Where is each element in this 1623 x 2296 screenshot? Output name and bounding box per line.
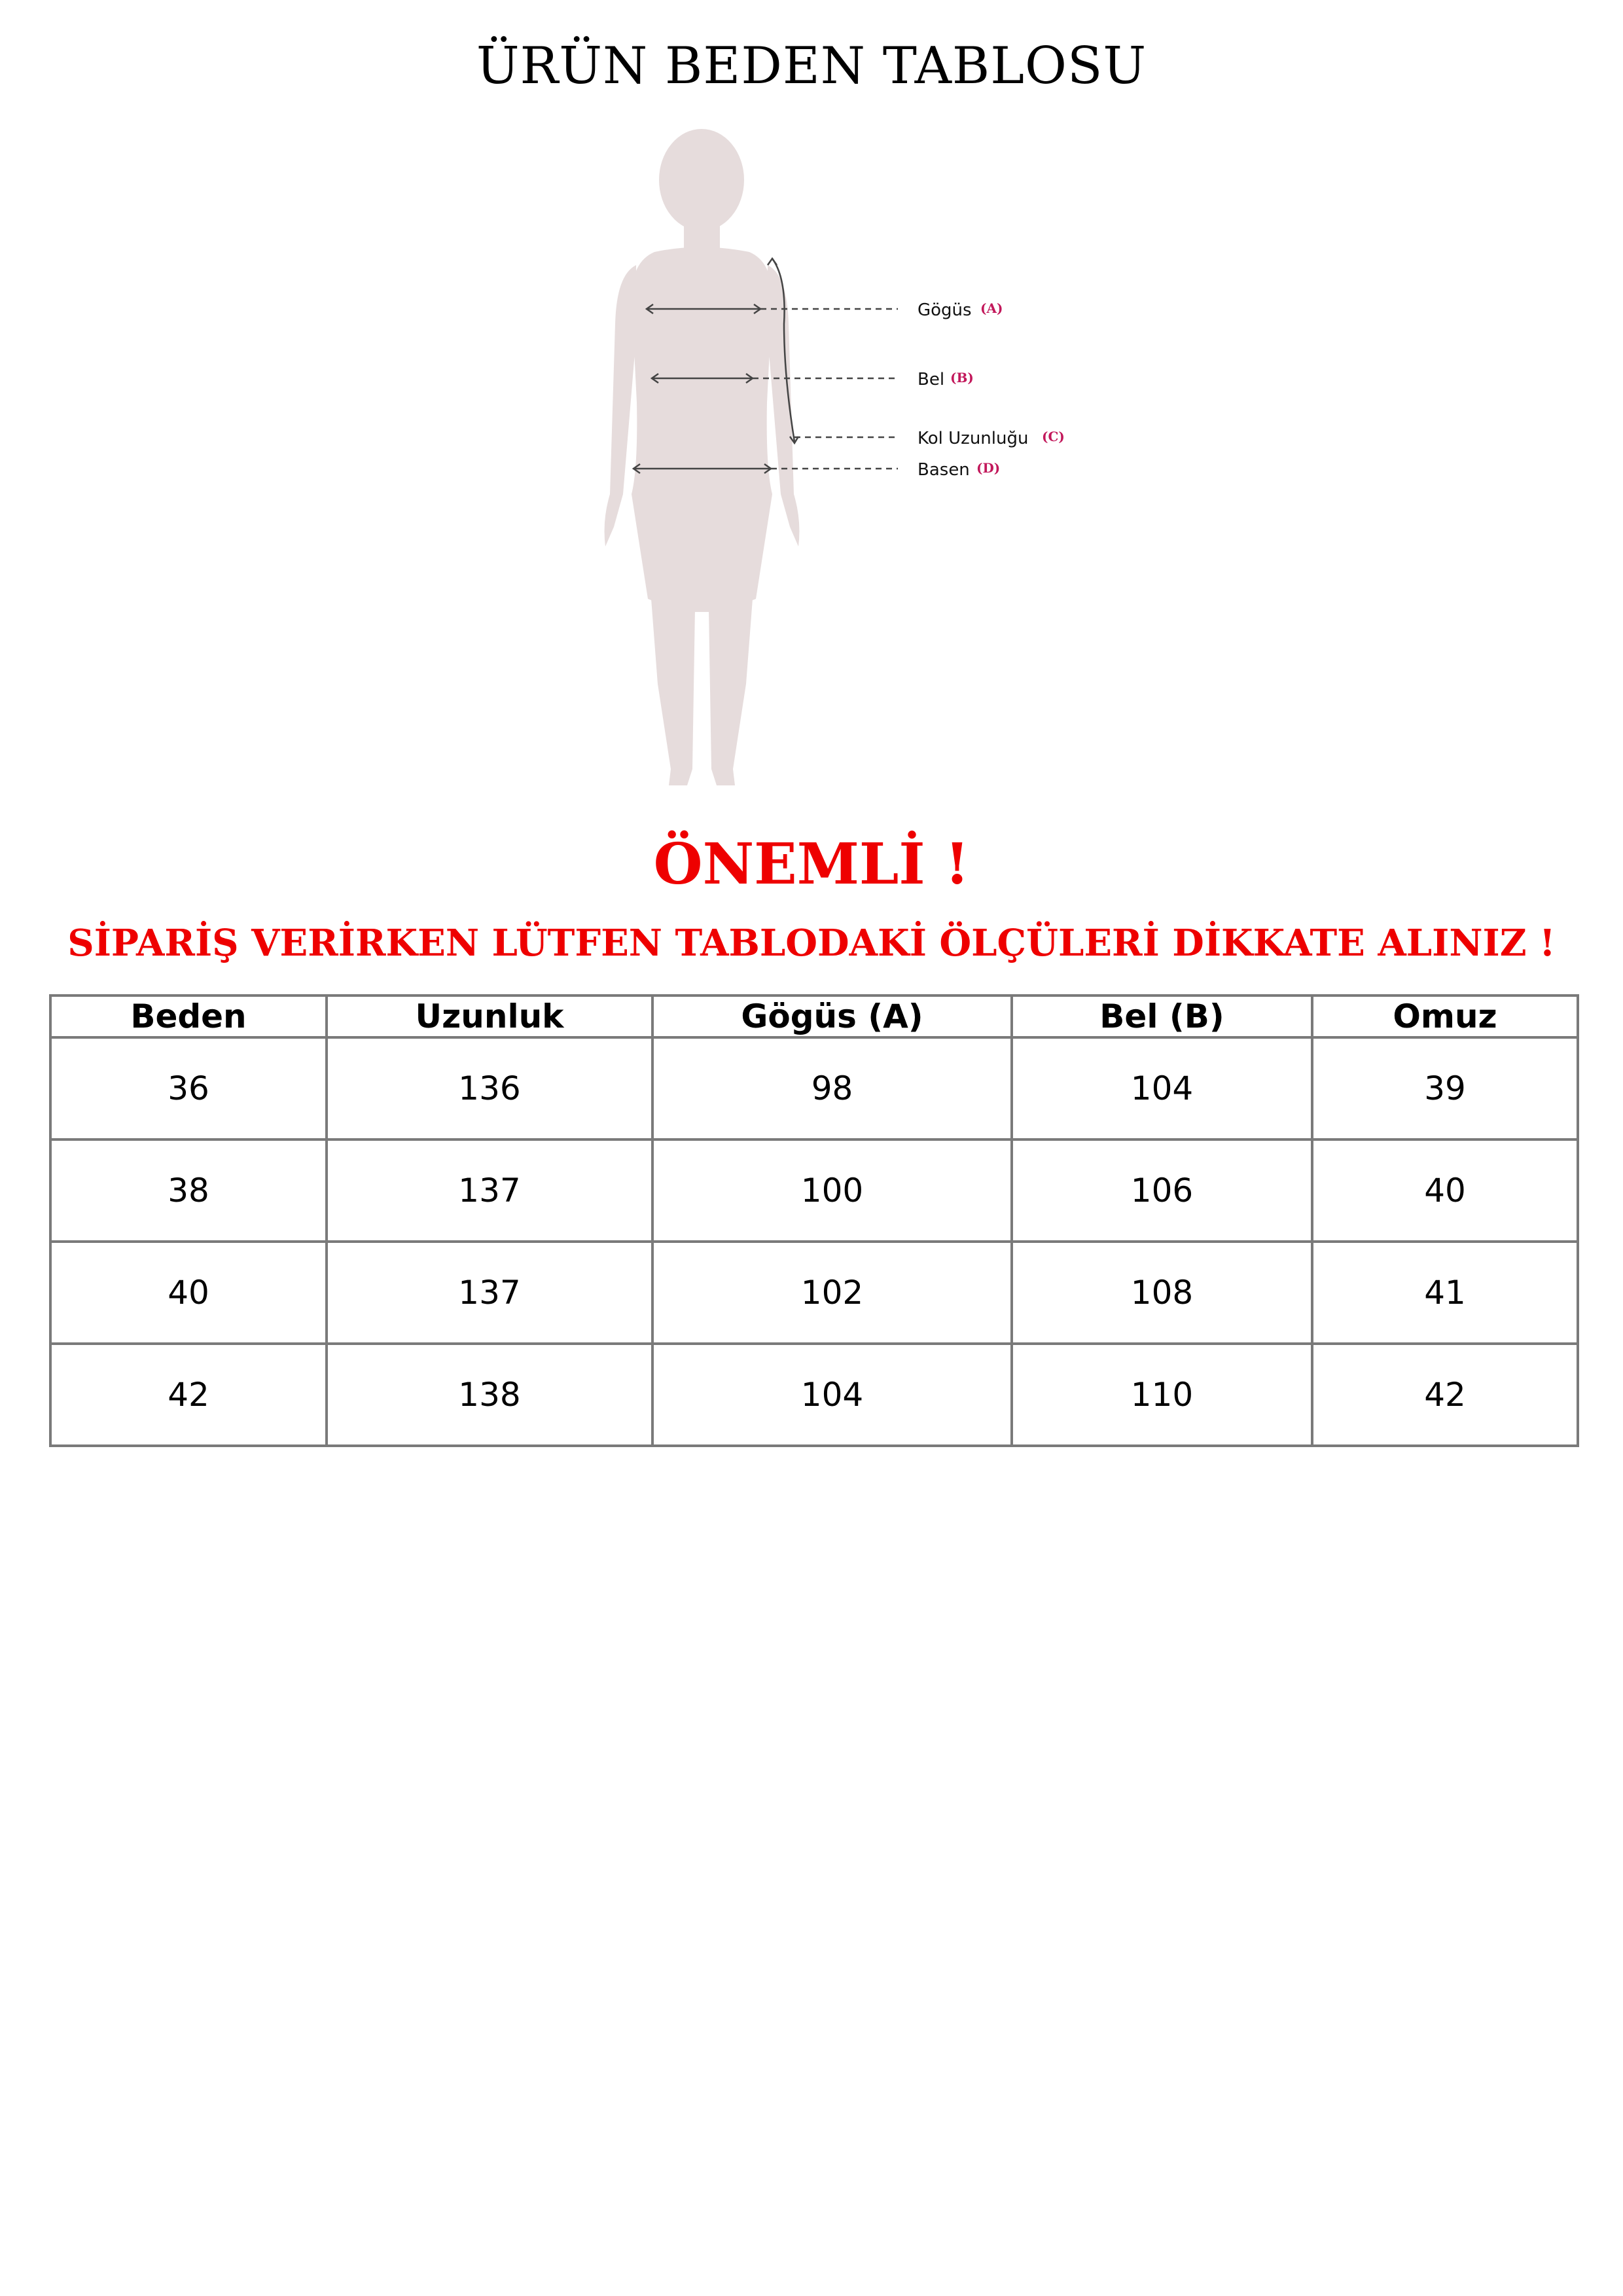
table-cell: 41: [1312, 1242, 1578, 1344]
label-kol-uzunlugu: Kol Uzunluğu: [918, 429, 1029, 448]
table-cell: 36: [50, 1037, 327, 1139]
table-row: [50, 1139, 1578, 1242]
table-cell: 40: [1312, 1139, 1578, 1242]
table-cell: 42: [1312, 1344, 1578, 1446]
measurement-labels: [918, 300, 1065, 480]
important-heading: ÖNEMLİ !: [653, 831, 970, 897]
table-cell: 137: [327, 1139, 652, 1242]
label-basen: Basen: [918, 460, 970, 480]
label-bel: Bel: [918, 370, 945, 389]
table-cell: 110: [1012, 1344, 1312, 1446]
table-cell: 38: [50, 1139, 327, 1242]
table-cell: 138: [327, 1344, 652, 1446]
order-notice: SİPARİŞ VERİRKEN LÜTFEN TABLODAKİ ÖLÇÜLERİ DİKKATE ALINIZ !: [67, 922, 1556, 965]
body-measurement-diagram: [576, 128, 1165, 795]
header-uzunluk: Uzunluk: [327, 996, 652, 1037]
size-chart-table: [49, 994, 1579, 1447]
tag-d: (D): [976, 460, 1001, 476]
page-title: ÜRÜN BEDEN TABLOSU: [476, 37, 1147, 96]
woman-silhouette: [605, 129, 800, 785]
tag-c: (C): [1042, 429, 1065, 444]
table-cell: 137: [327, 1242, 652, 1344]
header-gogus: Gögüs (A): [652, 996, 1012, 1037]
table-cell: 108: [1012, 1242, 1312, 1344]
tag-a: (A): [980, 300, 1003, 316]
table-cell: 136: [327, 1037, 652, 1139]
table-cell: 102: [652, 1242, 1012, 1344]
table-header-row: [50, 996, 1578, 1037]
header-bel: Bel (B): [1012, 996, 1312, 1037]
table-cell: 100: [652, 1139, 1012, 1242]
table-cell: 40: [50, 1242, 327, 1344]
table-row: [50, 1344, 1578, 1446]
table-cell: 104: [1012, 1037, 1312, 1139]
header-omuz: Omuz: [1312, 996, 1578, 1037]
table-cell: 106: [1012, 1139, 1312, 1242]
tag-b: (B): [950, 370, 974, 386]
table-cell: 98: [652, 1037, 1012, 1139]
table-row: [50, 1242, 1578, 1344]
header-beden: Beden: [50, 996, 327, 1037]
table-row: [50, 1037, 1578, 1139]
table-cell: 104: [652, 1344, 1012, 1446]
table-cell: 39: [1312, 1037, 1578, 1139]
label-gogus: Gögüs: [918, 300, 972, 320]
table-cell: 42: [50, 1344, 327, 1446]
